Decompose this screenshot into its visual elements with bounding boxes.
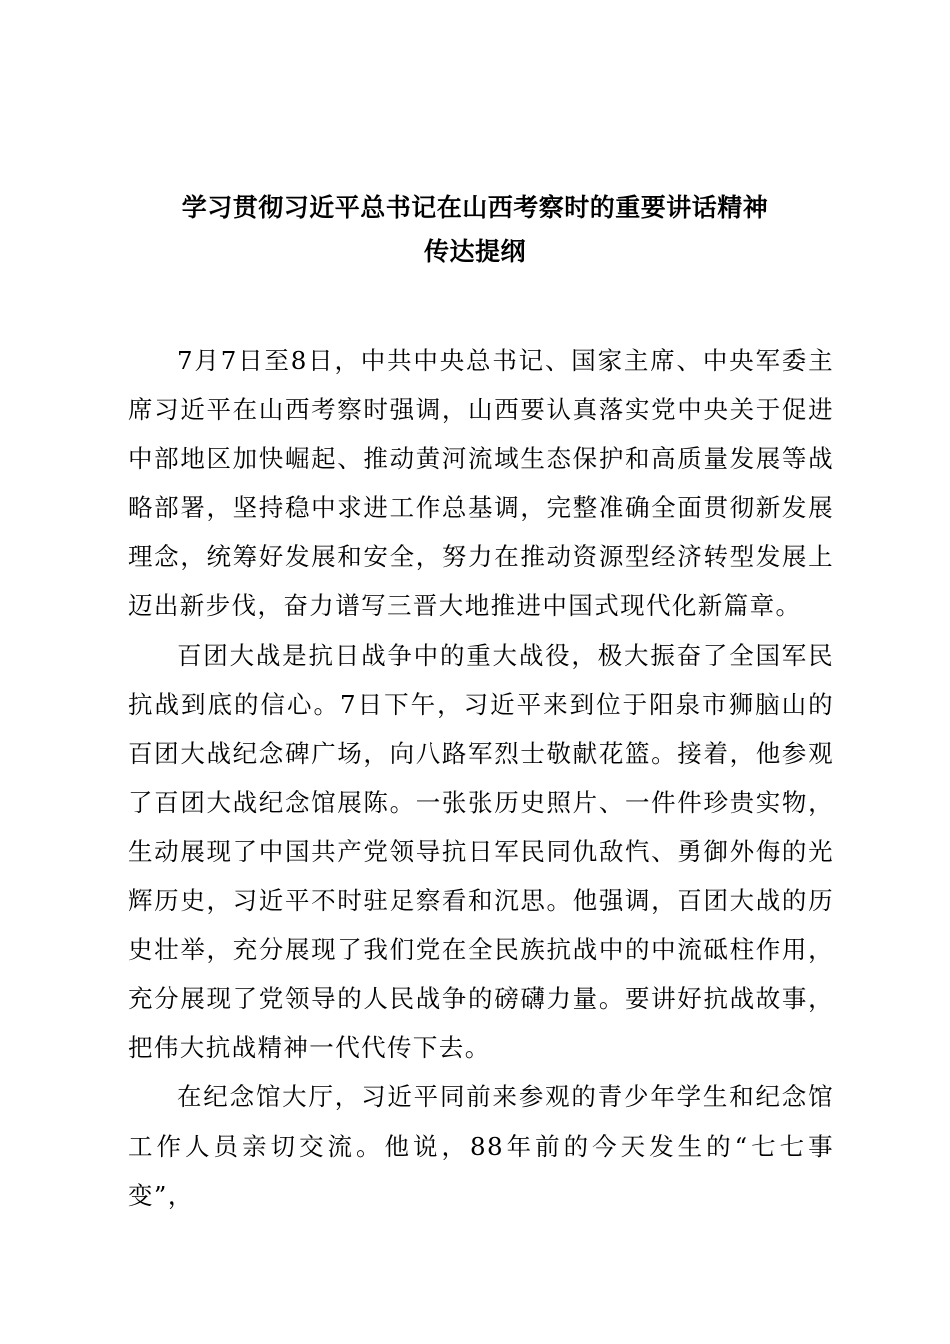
paragraph-1: 7月7日至8日，中共中央总书记、国家主席、中央军委主席习近平在山西考察时强调，山西要认真落实党中央关于促进中部地区加快崛起、推动黄河流域生态保护和高质量发展等战略部署，坚持稳中求进工作总基调，完整准确全面贯彻新发展理念，统筹好发展和安全，努力在推动资源型经济转型发展上迈出新步伐，奋力谱写三晋大地推进中国式现代化新篇章。 bbox=[128, 346, 834, 621]
paragraph-2: 百团大战是抗日战争中的重大战役，极大振奋了全国军民抗战到底的信心。7日下午，习近平来到位于阳泉市狮脑山的百团大战纪念碑广场，向八路军烈士敬献花篮。接着，他参观了百团大战纪念馆展陈。一张张历史照片、一件件珍贵实物，生动展现了中国共产党领导抗日军民同仇敌忾、勇御外侮的光辉历史，习近平不时驻足察看和沉思。他强调，百团大战的历史壮举，充分展现了我们党在全民族抗战中的中流砥柱作用，充分展现了党领导的人民战争的磅礴力量。要讲好抗战故事，把伟大抗战精神一代代传下去。 bbox=[128, 640, 834, 1063]
title-line-2: 传达提纲 bbox=[423, 237, 526, 266]
document-body bbox=[128, 336, 834, 1220]
paragraph-3: 在纪念馆大厅，习近平同前来参观的青少年学生和纪念馆工作人员亲切交流。他说，88年前的今天发生的“七七事变”， bbox=[128, 1082, 834, 1210]
document-title bbox=[0, 186, 950, 274]
title-line-1: 学习贯彻习近平总书记在山西考察时的重要讲话精神 bbox=[181, 193, 769, 222]
